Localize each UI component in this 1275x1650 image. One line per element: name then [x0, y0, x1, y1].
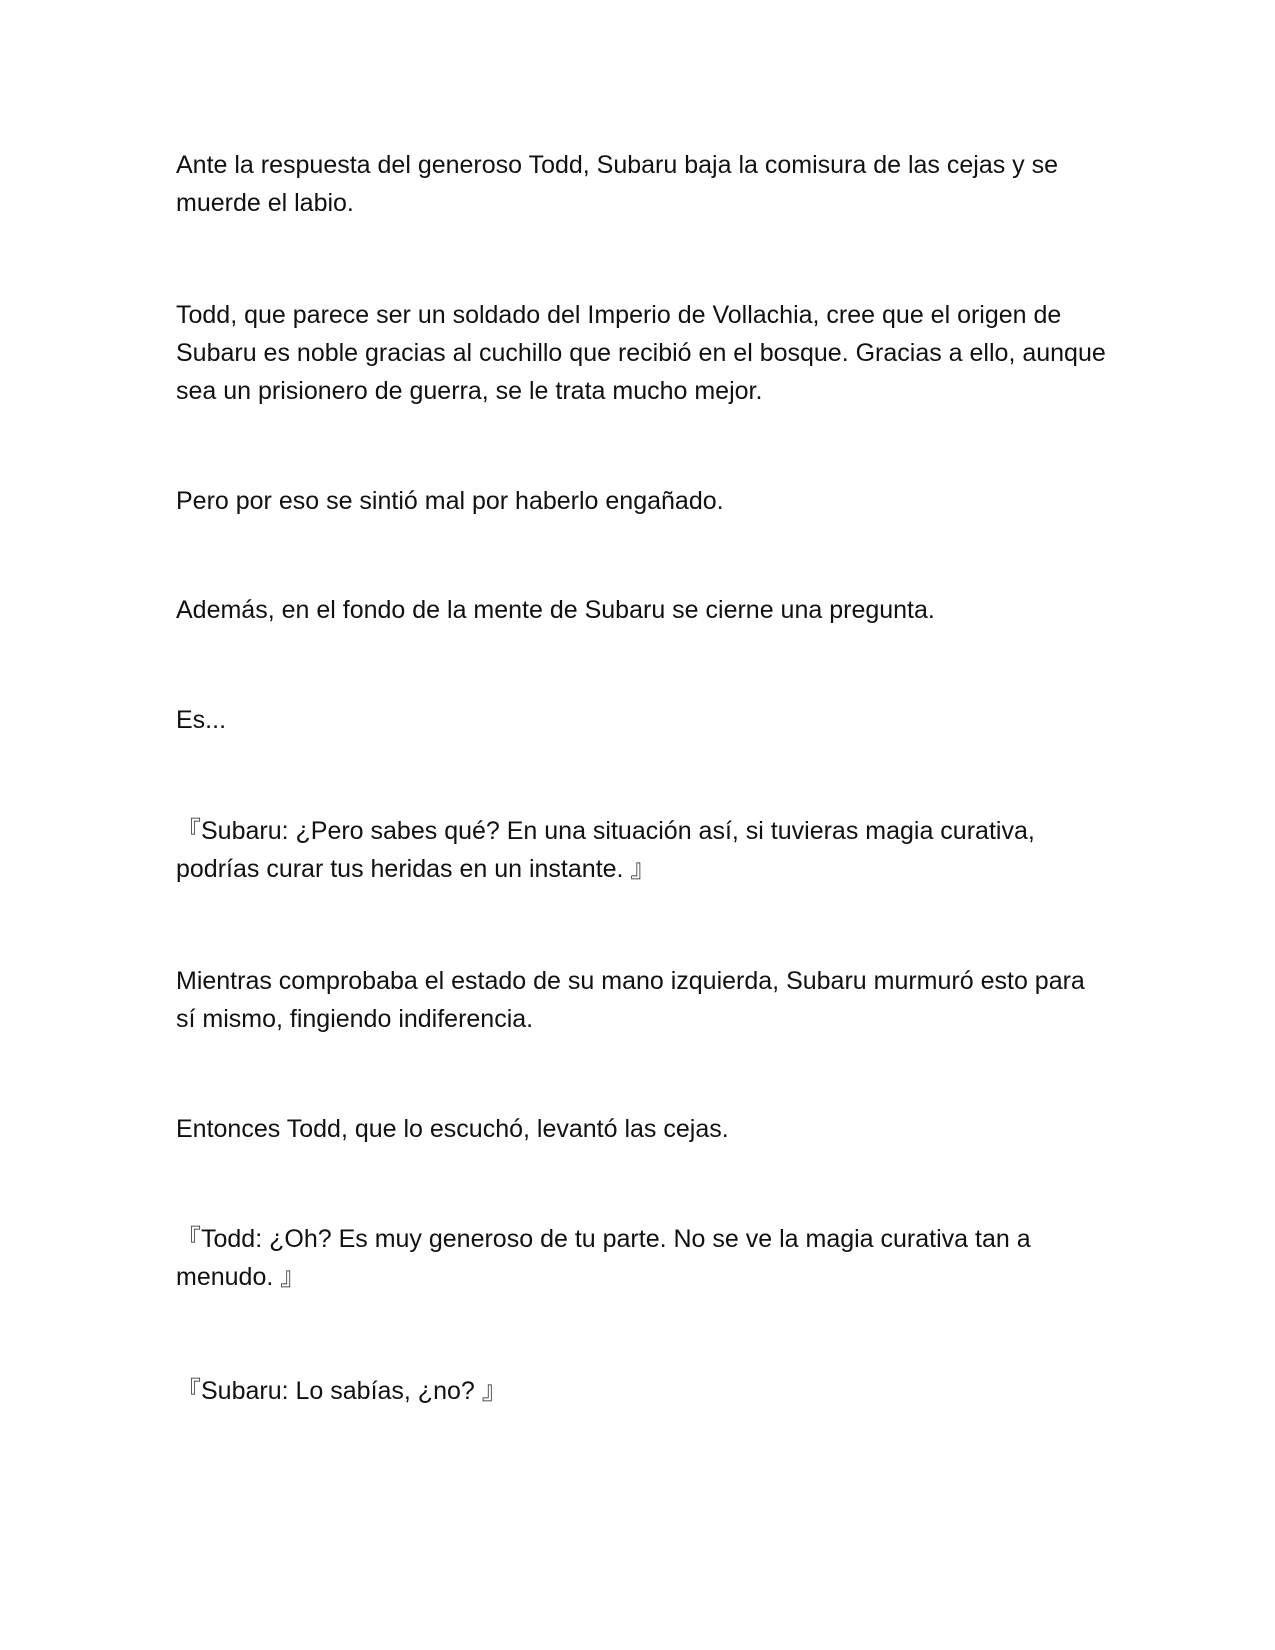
dialogue-todd-1: 『Todd: ¿Oh? Es muy generoso de tu parte. No se ve la magia curativa tan a menudo. 』: [176, 1225, 1031, 1291]
paragraph-4: Además, en el fondo de la mente de Subaru se cierne una pregunta.: [176, 596, 935, 624]
dialogue-subaru-1: 『Subaru: ¿Pero sabes qué? En una situación así, si tuvieras magia curativa, podrías curar tus heridas en un instante. 』: [176, 817, 1035, 883]
paragraph-8: Entonces Todd, que lo escuchó, levantó las cejas.: [176, 1115, 729, 1143]
dialogue-subaru-2: 『Subaru: Lo sabías, ¿no? 』: [176, 1377, 507, 1405]
paragraph-3: Pero por eso se sintió mal por haberlo engañado.: [176, 487, 724, 515]
paragraph-5: Es...: [176, 706, 227, 734]
paragraph-2: Todd, que parece ser un soldado del Imperio de Vollachia, cree que el origen de Subaru es noble gracias al cuchillo que recibió en el bosque. Gracias a ello, aunque sea un prisionero de guerra, se le trata mucho mejor.: [176, 301, 1106, 405]
paragraph-7: Mientras comprobaba el estado de su mano izquierda, Subaru murmuró esto para sí mismo, fingiendo indiferencia.: [176, 967, 1085, 1033]
paragraph-1: Ante la respuesta del generoso Todd, Subaru baja la comisura de las cejas y se muerde el labio.: [176, 151, 1059, 217]
